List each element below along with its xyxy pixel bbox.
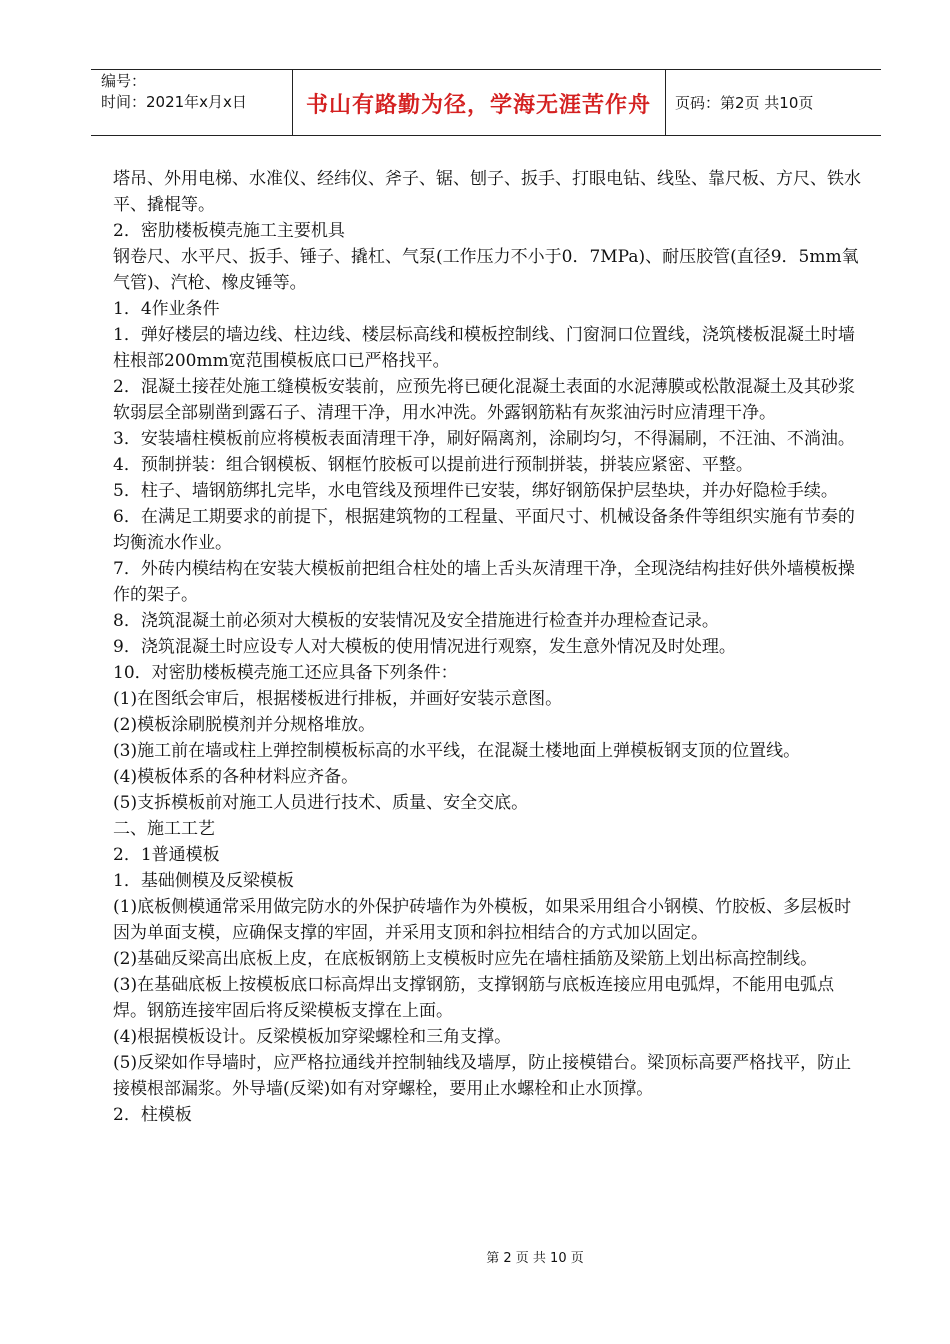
paragraph: 7．外砖内模结构在安装大模板前把组合柱处的墙上舌头灰清理干净，全现浇结构挂好供外墙模板操作的架子。	[113, 559, 855, 605]
paragraph: 9．浇筑混凝土时应设专人对大模板的使用情况进行观察，发生意外情况及时处理。	[113, 637, 736, 657]
paragraph: (2)模板涂刷脱模剂并分规格堆放。	[113, 715, 376, 735]
paragraph: 6．在满足工期要求的前提下，根据建筑物的工程量、平面尺寸、机械设备条件等组织实施有节奏的均衡流水作业。	[113, 507, 855, 553]
paragraph: (3)施工前在墙或柱上弹控制模板标高的水平线，在混凝土楼地面上弹模板钢支顶的位置线。	[113, 741, 801, 761]
subsection-heading: 2．1普通模板	[113, 845, 220, 865]
section-heading: 二、施工工艺	[113, 819, 215, 839]
page-footer	[0, 1247, 950, 1266]
footer-page-number: 第 2 页 共 10 页	[486, 1251, 584, 1266]
paragraph: (4)根据模板设计。反梁模板加穿梁螺栓和三角支撑。	[113, 1027, 512, 1047]
header-divider	[665, 69, 666, 135]
paragraph: 1．弹好楼层的墙边线、柱边线、楼层标高线和模板控制线、门窗洞口位置线，浇筑楼板混凝土时墙柱根部200mm宽范围模板底口已严格找平。	[113, 325, 855, 371]
paragraph: (4)模板体系的各种材料应齐备。	[113, 767, 359, 787]
paragraph: 4．预制拼装：组合钢模板、钢框竹胶板可以提前进行预制拼装，拼装应紧密、平整。	[113, 455, 753, 475]
paragraph: (1)底板侧模通常采用做完防水的外保护砖墙作为外模板，如果采用组合小钢模、竹胶板、多层板时因为单面支模，应确保支撑的牢固，并采用支顶和斜拉相结合的方式加以固定。	[113, 897, 852, 943]
document-time-label: 时间：2021年x月x日	[101, 93, 247, 111]
paragraph: 塔吊、外用电梯、水准仪、经纬仪、斧子、锯、刨子、扳手、打眼电钻、线坠、靠尺板、方尺、铁水平、撬棍等。	[113, 169, 861, 215]
paragraph: 钢卷尺、水平尺、扳手、锤子、撬杠、气泵(工作压力不小于0．7MPa)、耐压胶管(直径9．5mm氧气管)、汽枪、橡皮锤等。	[113, 247, 859, 293]
document-body	[113, 166, 861, 1128]
paragraph: (3)在基础底板上按模板底口标高焊出支撑钢筋，支撑钢筋与底板连接应用电弧焊，不能用电弧点焊。钢筋连接牢固后将反梁模板支撑在上面。	[113, 975, 835, 1021]
item-heading: 2．柱模板	[113, 1105, 192, 1125]
paragraph: (5)支拆模板前对施工人员进行技术、质量、安全交底。	[113, 793, 529, 813]
paragraph: (1)在图纸会审后，根据楼板进行排板，并画好安装示意图。	[113, 689, 563, 709]
item-heading: 1．基础侧模及反梁模板	[113, 871, 294, 891]
paragraph: 8．浇筑混凝土前必须对大模板的安装情况及安全措施进行检查并办理检查记录。	[113, 611, 719, 631]
header-top-rule	[91, 69, 881, 70]
paragraph: 3．安装墙柱模板前应将模板表面清理干净，刷好隔离剂，涂刷均匀，不得漏刷，不汪油、不淌油。	[113, 429, 855, 449]
paragraph: 2．密肋楼板模壳施工主要机具	[113, 221, 345, 241]
paragraph: 5．柱子、墙钢筋绑扎完毕，水电管线及预埋件已安装，绑好钢筋保护层垫块，并办好隐检手续。	[113, 481, 838, 501]
paragraph: 1．4作业条件	[113, 299, 220, 319]
paragraph: (5)反梁如作导墙时，应严格拉通线并控制轴线及墙厚，防止接模错台。梁顶标高要严格找平，防止接模根部漏浆。外导墙(反梁)如有对穿螺栓，要用止水螺栓和止水顶撑。	[113, 1053, 852, 1099]
document-code-label: 编号：	[101, 72, 147, 90]
paragraph: (2)基础反梁高出底板上皮，在底板钢筋上支模板时应先在墙柱插筋及梁筋上划出标高控制线。	[113, 949, 818, 969]
header-bottom-rule	[91, 135, 881, 136]
header-motto: 书山有路勤为径，学海无涯苦作舟	[305, 93, 651, 118]
header-meta	[101, 71, 247, 113]
paragraph: 2．混凝土接茬处施工缝模板安装前，应预先将已硬化混凝土表面的水泥薄膜或松散混凝土及其砂浆软弱层全部剔凿到露石子、清理干净，用水冲洗。外露钢筋粘有灰浆油污时应清理干净。	[113, 377, 855, 423]
paragraph: 10．对密肋楼板模壳施工还应具备下列条件：	[113, 663, 458, 683]
header-page-info: 页码：第2页 共10页	[675, 94, 814, 112]
